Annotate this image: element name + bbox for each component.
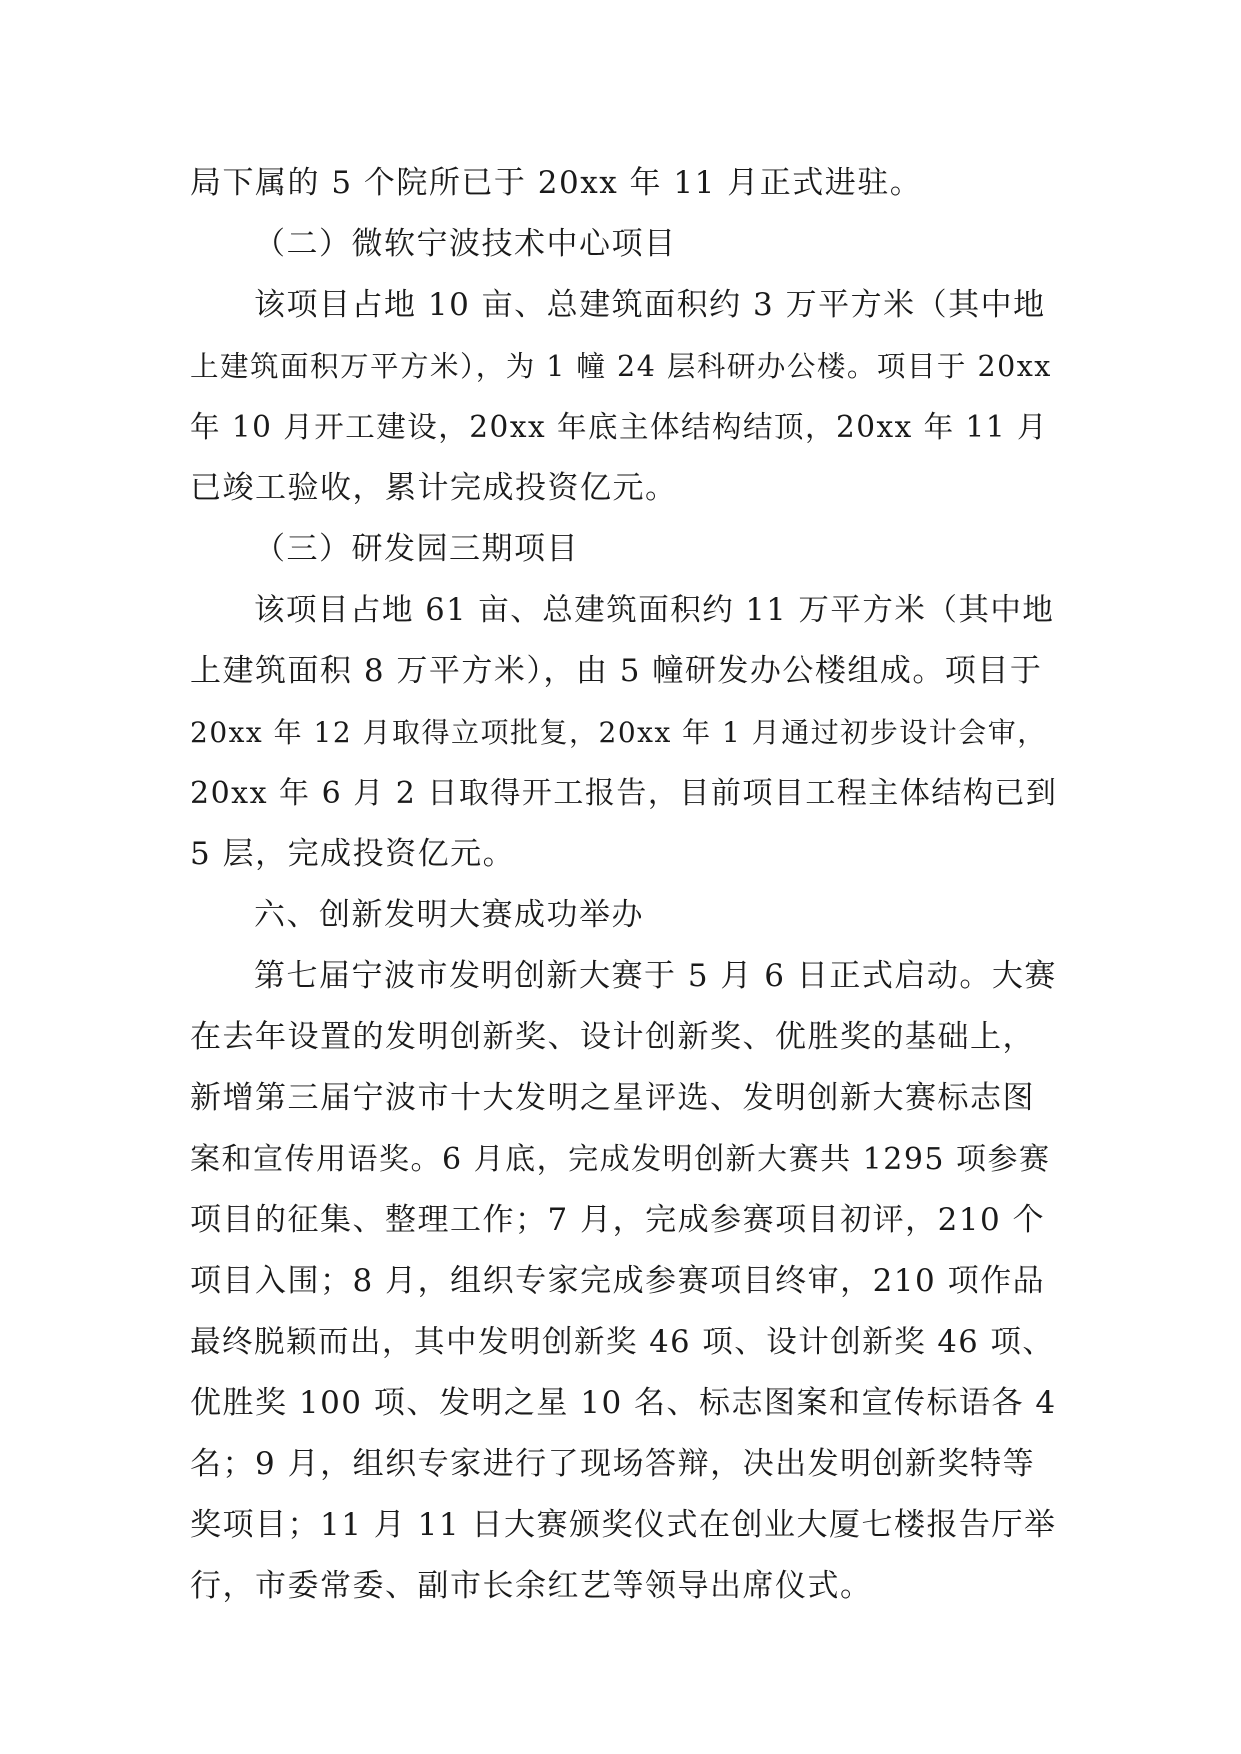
text-line: 20xx 年 6 月 2 日取得开工报告，目前项目工程主体结构已到 [190,776,1058,811]
text-line: 上建筑面积万平方米），为 1 幢 24 层科研办公楼。项目于 20xx [190,350,1052,383]
text-line: 优胜奖 100 项、发明之星 10 名、标志图案和宣传标语各 4 [190,1385,1057,1421]
text-line: （二）微软宁波技术中心项目 [254,226,677,262]
text-line: 最终脱颖而出，其中发明创新奖 46 项、设计创新奖 46 项、 [190,1325,1055,1360]
text-line: 该项目占地 61 亩、总建筑面积约 11 万平方米（其中地 [254,593,1055,628]
text-line: 局下属的 5 个院所已于 20xx 年 11 月正式进驻。 [190,165,923,201]
text-line: 新增第三届宁波市十大发明之星评选、发明创新大赛标志图 [190,1080,1035,1116]
text-line: 已竣工验收，累计完成投资亿元。 [190,470,678,506]
text-line: 项目的征集、整理工作；7 月，完成参赛项目初评，210 个 [190,1202,1046,1238]
text-line: 在去年设置的发明创新奖、设计创新奖、优胜奖的基础上， [190,1019,1035,1055]
text-line: 20xx 年 12 月取得立项批复，20xx 年 1 月通过初步设计会审， [190,716,1047,749]
text-line: 奖项目；11 月 11 日大赛颁奖仪式在创业大厦七楼报告厅举 [190,1507,1057,1543]
text-line: 上建筑面积 8 万平方米），由 5 幢研发办公楼组成。项目于 [190,653,1043,689]
text-line: （三）研发园三期项目 [254,531,579,567]
text-line: 案和宣传用语奖。6 月底，完成发明创新大赛共 1295 项参赛 [190,1142,1051,1177]
text-line: 5 层，完成投资亿元。 [190,836,516,872]
text-line: 行，市委常委、副市长余红艺等领导出席仪式。 [190,1568,873,1604]
text-line: 该项目占地 10 亩、总建筑面积约 3 万平方米（其中地 [254,287,1046,323]
text-line: 项目入围；8 月，组织专家完成参赛项目终审，210 项作品 [190,1263,1046,1299]
text-line: 名；9 月，组织专家进行了现场答辩，决出发明创新奖特等 [190,1446,1036,1482]
text-line: 第七届宁波市发明创新大赛于 5 月 6 日正式启动。大赛 [254,958,1057,994]
document-body [190,153,1060,1617]
text-line: 六、创新发明大赛成功举办 [254,897,644,933]
text-line: 年 10 月开工建设，20xx 年底主体结构结顶，20xx 年 11 月 [190,410,1048,444]
